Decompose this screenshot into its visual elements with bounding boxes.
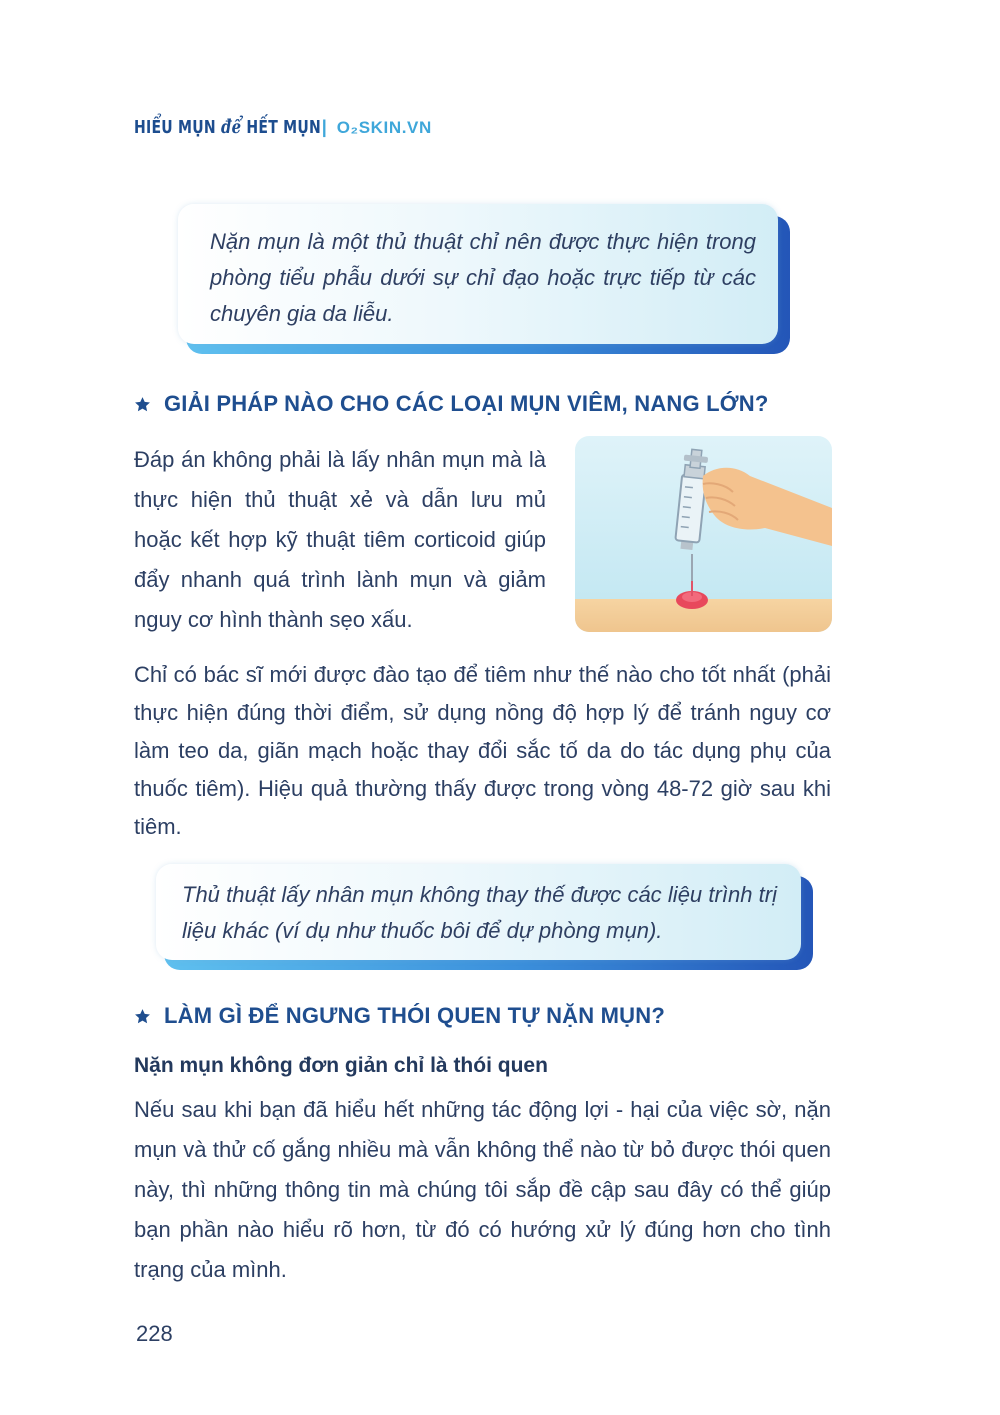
callout-box-1-text: Nặn mụn là một thủ thuật chỉ nên được thực hiện trong phòng tiểu phẫu dưới sự chỉ đạo hoặc trực tiếp từ các chuyên gia da liễu. — [210, 229, 756, 326]
book-title-part1: HIỂU MỤN — [134, 117, 216, 138]
section-heading-2-text: LÀM GÌ ĐỂ NGƯNG THÓI QUEN TỰ NẶN MỤN? — [164, 1003, 665, 1028]
book-title-part2: HẾT MỤN — [246, 117, 321, 138]
section-2-paragraph: Nếu sau khi bạn đã hiểu hết những tác động lợi - hại của việc sờ, nặn mụn và thử cố gắng nhiều mà vẫn không thể nào từ bỏ được thói quen này, thì những thông tin mà chúng tôi sắp đề cập sau đây có thể giúp bạn phần nào hiểu rõ hơn, từ đó có hướng xử lý đúng hơn cho tình trạng của mình. — [134, 1097, 831, 1282]
star-icon — [134, 396, 151, 413]
star-icon — [134, 1008, 151, 1025]
section-heading-2 — [134, 1003, 665, 1029]
section-heading-1-text: GIẢI PHÁP NÀO CHO CÁC LOẠI MỤN VIÊM, NANG LỚN? — [164, 391, 769, 416]
section-1-paragraph-1: Đáp án không phải là lấy nhân mụn mà là thực hiện thủ thuật xẻ và dẫn lưu mủ hoặc kết hợp kỹ thuật tiêm corticoid giúp đẩy nhanh quá trình lành mụn và giảm nguy cơ hình thành sẹo xấu. — [134, 447, 546, 632]
header-separator: | — [321, 117, 327, 137]
site-name: O₂SKIN.VN — [336, 118, 432, 137]
book-title-de: để — [220, 116, 242, 138]
syringe-injection-illustration — [575, 436, 832, 632]
callout-box-1 — [178, 204, 778, 344]
running-header — [134, 116, 432, 138]
section-2-subheading: Nặn mụn không đơn giản chỉ là thói quen — [134, 1054, 548, 1077]
section-1-paragraph-2: Chỉ có bác sĩ mới được đào tạo để tiêm như thế nào cho tốt nhất (phải thực hiện đúng thời điểm, sử dụng nồng độ hợp lý để tránh nguy cơ làm teo da, giãn mạch hoặc thay đổi sắc tố da do tác dụng phụ của thuốc tiêm). Hiệu quả thường thấy được trong vòng 48-72 giờ sau khi tiêm. — [134, 662, 831, 839]
book-title — [134, 116, 321, 138]
callout-box-2 — [156, 864, 801, 960]
callout-box-2-text: Thủ thuật lấy nhân mụn không thay thế được các liệu trình trị liệu khác (ví dụ như thuốc bôi để dự phòng mụn). — [182, 882, 777, 943]
page-number: 228 — [136, 1321, 173, 1346]
section-heading-1 — [134, 391, 768, 417]
syringe-illustration-svg — [575, 436, 832, 632]
